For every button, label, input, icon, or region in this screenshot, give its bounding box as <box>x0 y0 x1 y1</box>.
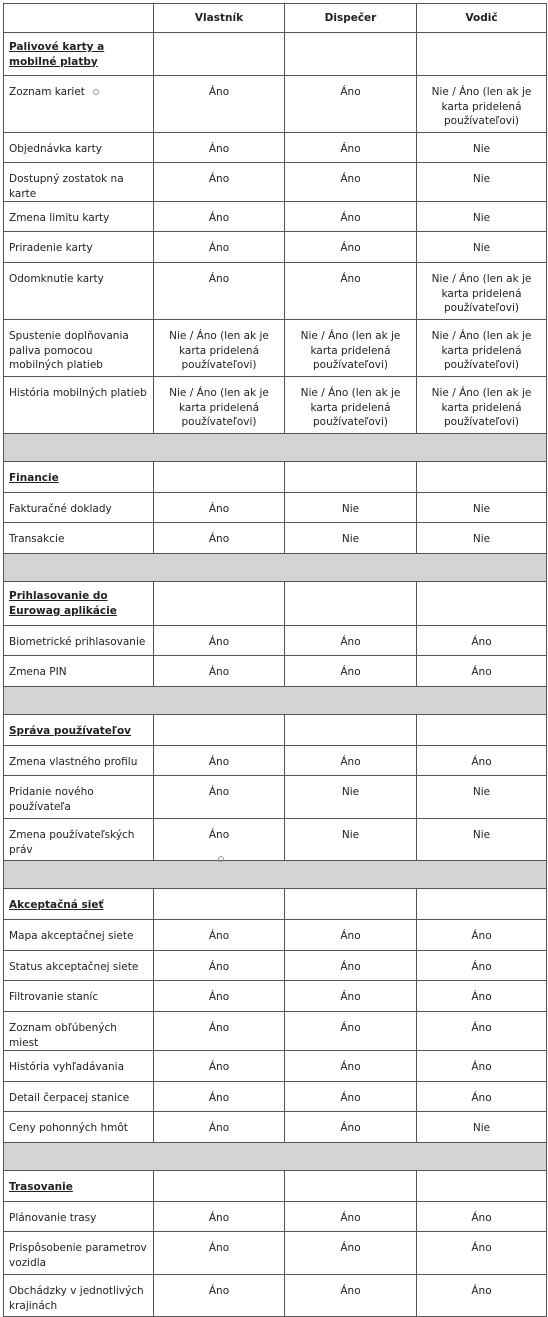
row-label: Spustenie doplňovania paliva pomocou mobilných platieb <box>4 320 154 377</box>
dispatcher-cell: Áno <box>285 746 417 776</box>
owner-cell: Áno <box>154 133 285 163</box>
row-label: Pridanie nového používateľa <box>4 776 154 819</box>
dispatcher-cell: Áno <box>285 263 417 320</box>
permissions-table <box>3 3 547 1317</box>
section-header-row <box>4 582 547 626</box>
driver-cell: Nie <box>417 163 547 202</box>
row-label: Priradenie karty <box>4 232 154 263</box>
header-feature <box>4 4 154 33</box>
owner-cell: Áno <box>154 202 285 232</box>
table-row <box>4 263 547 320</box>
row-label: Prispôsobenie parametrov vozidla <box>4 1232 154 1275</box>
table-row <box>4 1275 547 1317</box>
owner-cell: Áno <box>154 163 285 202</box>
driver-cell: Nie / Áno (len ak je karta pridelená používateľovi) <box>417 263 547 320</box>
dispatcher-cell: Áno <box>285 1232 417 1275</box>
section-header-row <box>4 462 547 493</box>
driver-cell: Áno <box>417 1202 547 1232</box>
row-label: Plánovanie trasy <box>4 1202 154 1232</box>
dispatcher-cell: Nie <box>285 819 417 861</box>
driver-cell: Nie <box>417 493 547 523</box>
table-row <box>4 523 547 554</box>
driver-cell: Áno <box>417 1051 547 1082</box>
driver-cell: Áno <box>417 746 547 776</box>
owner-cell: Áno <box>154 951 285 981</box>
header-row <box>4 4 547 33</box>
driver-cell: Nie <box>417 819 547 861</box>
dispatcher-cell: Áno <box>285 1012 417 1051</box>
dispatcher-cell: Áno <box>285 133 417 163</box>
driver-cell: Nie / Áno (len ak je karta pridelená používateľovi) <box>417 76 547 133</box>
driver-cell: Áno <box>417 1232 547 1275</box>
row-label: Fakturačné doklady <box>4 493 154 523</box>
owner-cell: Áno <box>154 626 285 656</box>
section-title: Správa používateľov <box>4 715 154 746</box>
section-title: Palivové karty a mobilné platby <box>4 33 154 76</box>
dispatcher-cell: Áno <box>285 202 417 232</box>
row-label: História mobilných platieb <box>4 377 154 434</box>
row-label: Objednávka karty <box>4 133 154 163</box>
dispatcher-cell: Nie / Áno (len ak je karta pridelená používateľovi) <box>285 320 417 377</box>
driver-cell: Áno <box>417 1275 547 1317</box>
owner-cell: Áno <box>154 1275 285 1317</box>
owner-cell: Áno <box>154 232 285 263</box>
owner-cell: Áno <box>154 1012 285 1051</box>
section-separator <box>4 687 547 715</box>
row-label: Zmena používateľských práv <box>4 819 154 861</box>
row-label: Zoznam obľúbených miest <box>4 1012 154 1051</box>
row-label: Zmena PIN <box>4 656 154 687</box>
dispatcher-cell: Áno <box>285 656 417 687</box>
dispatcher-cell: Áno <box>285 1082 417 1112</box>
row-label: Filtrovanie staníc <box>4 981 154 1012</box>
row-label: Detail čerpacej stanice <box>4 1082 154 1112</box>
driver-cell: Áno <box>417 656 547 687</box>
dispatcher-cell: Áno <box>285 163 417 202</box>
table-row <box>4 377 547 434</box>
table-row <box>4 819 547 861</box>
driver-cell: Nie <box>417 1112 547 1143</box>
owner-cell: Áno <box>154 776 285 819</box>
driver-cell: Áno <box>417 981 547 1012</box>
section-title: Trasovanie <box>4 1171 154 1202</box>
row-label: Mapa akceptačnej siete <box>4 920 154 951</box>
row-label: Zoznam kariet <box>4 76 154 133</box>
table-row <box>4 1112 547 1143</box>
section-title: Akceptačná sieť <box>4 889 154 920</box>
owner-cell: Nie / Áno (len ak je karta pridelená používateľovi) <box>154 377 285 434</box>
table-row <box>4 1051 547 1082</box>
section-title: Financie <box>4 462 154 493</box>
owner-cell: Áno <box>154 1082 285 1112</box>
owner-cell: Áno <box>154 523 285 554</box>
section-title: Prihlasovanie do Eurowag aplikácie <box>4 582 154 626</box>
section-separator <box>4 861 547 889</box>
row-label: Odomknutie karty <box>4 263 154 320</box>
header-driver: Vodič <box>417 4 547 33</box>
row-label: Status akceptačnej siete <box>4 951 154 981</box>
driver-cell: Nie / Áno (len ak je karta pridelená používateľovi) <box>417 377 547 434</box>
driver-cell: Nie <box>417 133 547 163</box>
driver-cell: Nie <box>417 202 547 232</box>
dispatcher-cell: Áno <box>285 626 417 656</box>
table-row <box>4 626 547 656</box>
dispatcher-cell: Áno <box>285 1202 417 1232</box>
driver-cell: Áno <box>417 1012 547 1051</box>
driver-cell: Áno <box>417 626 547 656</box>
row-label: Zmena vlastného profilu <box>4 746 154 776</box>
row-label: Transakcie <box>4 523 154 554</box>
table-row <box>4 656 547 687</box>
row-label: Ceny pohonných hmôt <box>4 1112 154 1143</box>
driver-cell: Nie <box>417 232 547 263</box>
table-row <box>4 920 547 951</box>
dispatcher-cell: Áno <box>285 1051 417 1082</box>
driver-cell: Nie / Áno (len ak je karta pridelená používateľovi) <box>417 320 547 377</box>
table-row <box>4 1232 547 1275</box>
table-row <box>4 776 547 819</box>
table-row <box>4 746 547 776</box>
dispatcher-cell: Nie / Áno (len ak je karta pridelená používateľovi) <box>285 377 417 434</box>
owner-cell: Áno <box>154 981 285 1012</box>
row-label: Biometrické prihlasovanie <box>4 626 154 656</box>
row-label: Obchádzky v jednotlivých krajinách <box>4 1275 154 1317</box>
driver-cell: Nie <box>417 523 547 554</box>
table-row <box>4 320 547 377</box>
owner-cell: Áno <box>154 1112 285 1143</box>
section-header-row <box>4 889 547 920</box>
driver-cell: Áno <box>417 1082 547 1112</box>
table-row <box>4 76 547 133</box>
owner-cell: Áno <box>154 1202 285 1232</box>
driver-cell: Áno <box>417 951 547 981</box>
header-dispatcher: Dispečer <box>285 4 417 33</box>
owner-cell: Áno <box>154 746 285 776</box>
table-row <box>4 981 547 1012</box>
dispatcher-cell: Áno <box>285 920 417 951</box>
dispatcher-cell: Nie <box>285 776 417 819</box>
dispatcher-cell: Áno <box>285 76 417 133</box>
table-row <box>4 232 547 263</box>
section-separator <box>4 554 547 582</box>
row-label: História vyhľadávania <box>4 1051 154 1082</box>
driver-cell: Nie <box>417 776 547 819</box>
dispatcher-cell: Áno <box>285 981 417 1012</box>
owner-cell: Áno <box>154 656 285 687</box>
owner-cell: Áno <box>154 493 285 523</box>
table-row <box>4 1012 547 1051</box>
dispatcher-cell: Áno <box>285 1112 417 1143</box>
dispatcher-cell: Áno <box>285 951 417 981</box>
owner-cell: Áno <box>154 263 285 320</box>
driver-cell: Áno <box>417 920 547 951</box>
row-label: Zmena limitu karty <box>4 202 154 232</box>
owner-cell: Áno <box>154 1232 285 1275</box>
section-separator <box>4 434 547 462</box>
table-row <box>4 202 547 232</box>
dispatcher-cell: Áno <box>285 232 417 263</box>
header-owner: Vlastník <box>154 4 285 33</box>
table-row <box>4 1202 547 1232</box>
owner-cell: Áno <box>154 819 285 861</box>
table-row <box>4 133 547 163</box>
table-row <box>4 951 547 981</box>
table-row <box>4 163 547 202</box>
owner-cell: Áno <box>154 1051 285 1082</box>
owner-cell: Áno <box>154 920 285 951</box>
section-header-row <box>4 33 547 76</box>
section-header-row <box>4 715 547 746</box>
circle-icon <box>93 89 99 95</box>
table-row <box>4 493 547 523</box>
section-separator <box>4 1143 547 1171</box>
owner-cell: Áno <box>154 76 285 133</box>
dispatcher-cell: Nie <box>285 493 417 523</box>
owner-cell: Nie / Áno (len ak je karta pridelená používateľovi) <box>154 320 285 377</box>
dispatcher-cell: Nie <box>285 523 417 554</box>
row-label: Dostupný zostatok na karte <box>4 163 154 202</box>
dispatcher-cell: Áno <box>285 1275 417 1317</box>
section-header-row <box>4 1171 547 1202</box>
circle-icon <box>218 856 224 862</box>
table-row <box>4 1082 547 1112</box>
